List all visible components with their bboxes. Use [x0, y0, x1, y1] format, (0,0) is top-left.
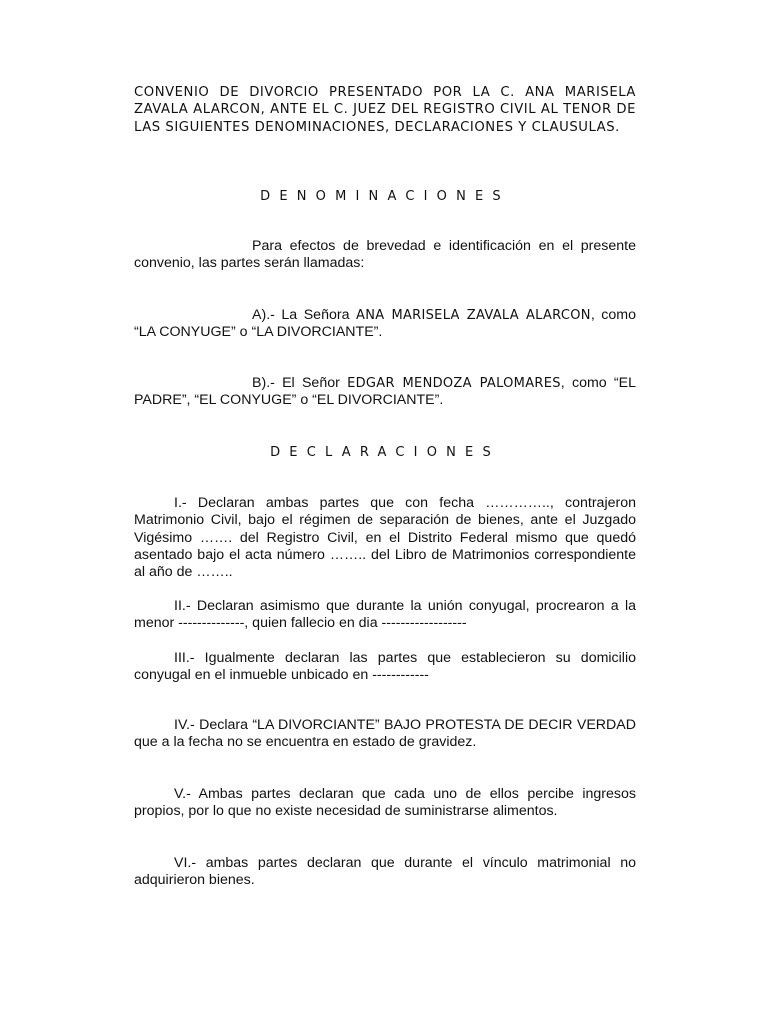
party-a-name: ANA MARISELA ZAVALA ALARCON: [356, 308, 591, 323]
party-b-suffix: , como “EL PADRE”, “EL CONYUGE” o “EL DIVORCIANTE”.: [134, 375, 637, 409]
declaration-item-6: VI.- ambas partes declaran que durante el vínculo matrimonial no adquirieron bienes.: [134, 855, 636, 889]
heading-declaraciones: DECLARACIONES: [270, 445, 500, 460]
party-b-name: EDGAR MENDOZA PALOMARES: [347, 376, 561, 391]
party-a-paragraph: [134, 307, 636, 342]
party-a-suffix: , como “LA CONYUGE” o “LA DIVORCIANTE”.: [134, 307, 636, 341]
declaration-item-5: V.- Ambas partes declaran que cada uno de ellos percibe ingresos propios, por lo que no existe necesidad de suministrarse alimentos.: [134, 786, 636, 820]
declaration-item-2: II.- Declaran asimismo que durante la unión conyugal, procrearon a la menor --------------, quien fallecio en dia ------------------: [134, 598, 636, 632]
party-b-paragraph: [134, 375, 636, 410]
declaration-item-3: III.- Igualmente declaran las partes que establecieron su domicilio conyugal en el inmueble unbicado en ------------: [134, 650, 636, 684]
declaration-item-4: IV.- Declara “LA DIVORCIANTE” BAJO PROTESTA DE DECIR VERDAD que a la fecha no se encuentra en estado de gravidez.: [134, 717, 636, 751]
document-title-paragraph: CONVENIO DE DIVORCIO PRESENTADO POR LA C. ANA MARISELA ZAVALA ALARCON, ANTE EL C. JUEZ DEL REGISTRO CIVIL AL TENOR DE LAS SIGUIENTES DENOMINACIONES, DECLARACIONES Y CLAUSULAS.: [134, 85, 636, 135]
party-a-prefix: A).- La Señora: [252, 307, 357, 323]
declaration-item-1: I.- Declaran ambas partes que con fecha ………….., contrajeron Matrimonio Civil, bajo el régimen de separación de bienes, ante el Juzgado Vigésimo ……. del Registro Civil, en el Distrito Federal mismo que quedó asentado bajo el acta número …….. del Libro de Matrimonios correspondiente al año de ……..: [134, 495, 636, 581]
heading-denominaciones: DENOMINACIONES: [260, 189, 510, 204]
party-b-prefix: B).- El Señor: [252, 375, 348, 391]
intro-paragraph: Para efectos de brevedad e identificación en el presente convenio, las partes serán llamadas:: [134, 238, 636, 272]
